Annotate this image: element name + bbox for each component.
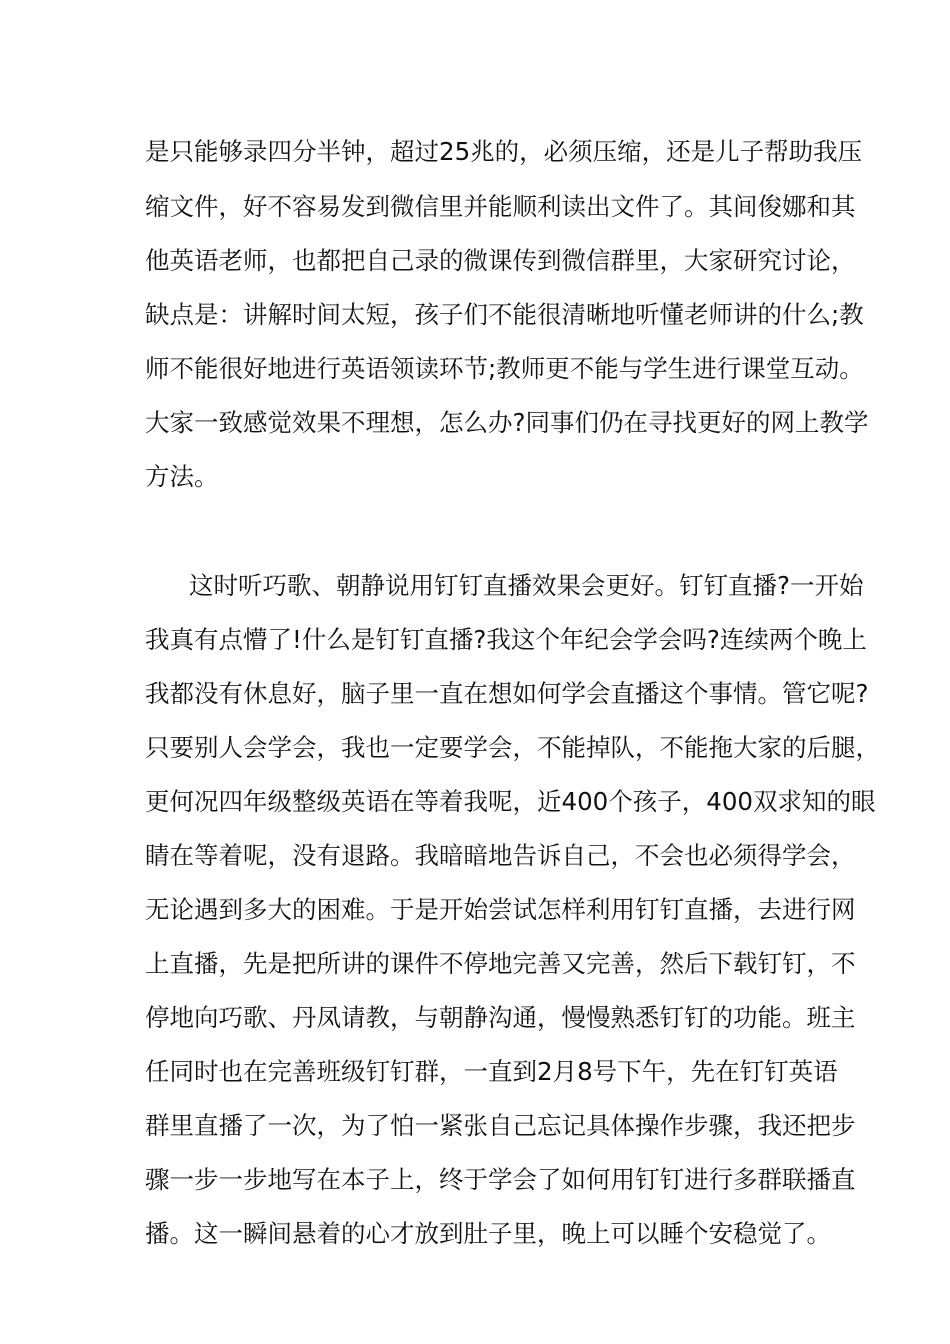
text-line: 他英语老师，也都把自己录的微课传到微信群里，大家研究讨论，: [145, 246, 856, 275]
text-line: 骤一步一步地写在本子上，终于学会了如何用钉钉进行多群联播直: [145, 1165, 856, 1194]
text-line: 任同时也在完善班级钉钉群，一直到2月8号下午，先在钉钉英语: [145, 1057, 838, 1086]
text-line: 停地向巧歌、丹凤请教，与朝静沟通，慢慢熟悉钉钉的功能。班主: [145, 1003, 856, 1032]
text-line: 方法。: [145, 462, 219, 491]
text-line: 群里直播了一次，为了怕一紧张自己忘记具体操作步骤，我还把步: [145, 1111, 856, 1140]
text-line: 更何况四年级整级英语在等着我呢，近400个孩子，400双求知的眼: [145, 787, 876, 816]
text-line: 缺点是：讲解时间太短，孩子们不能很清晰地听懂老师讲的什么;教: [145, 300, 864, 329]
text-line: 这时听巧歌、朝静说用钉钉直播效果会更好。钉钉直播?一开始: [189, 571, 864, 600]
text-line: 是只能够录四分半钟，超过25兆的，必须压缩，还是儿子帮助我压: [145, 137, 863, 166]
text-line: 我都没有休息好，脑子里一直在想如何学会直播这个事情。管它呢?: [145, 679, 869, 708]
text-line: 师不能很好地进行英语领读环节;教师更不能与学生进行课堂互动。: [145, 354, 864, 383]
text-line: 睛在等着呢，没有退路。我暗暗地告诉自己，不会也必须得学会，: [145, 841, 856, 870]
text-line: 上直播，先是把所讲的课件不停地完善又完善，然后下载钉钉，不: [145, 949, 856, 978]
text-line: 播。这一瞬间悬着的心才放到肚子里，晚上可以睡个安稳觉了。: [145, 1219, 831, 1248]
text-line: 无论遇到多大的困难。于是开始尝试怎样利用钉钉直播，去进行网: [145, 895, 856, 924]
text-line: 我真有点懵了!什么是钉钉直播?我这个年纪会学会吗?连续两个晚上: [145, 625, 867, 654]
text-line: 只要别人会学会，我也一定要学会，不能掉队，不能拖大家的后腿，: [145, 733, 880, 762]
text-line: 缩文件，好不容易发到微信里并能顺利读出文件了。其间俊娜和其: [145, 192, 856, 221]
text-line: 大家一致感觉效果不理想，怎么办?同事们仍在寻找更好的网上教学: [145, 408, 869, 437]
